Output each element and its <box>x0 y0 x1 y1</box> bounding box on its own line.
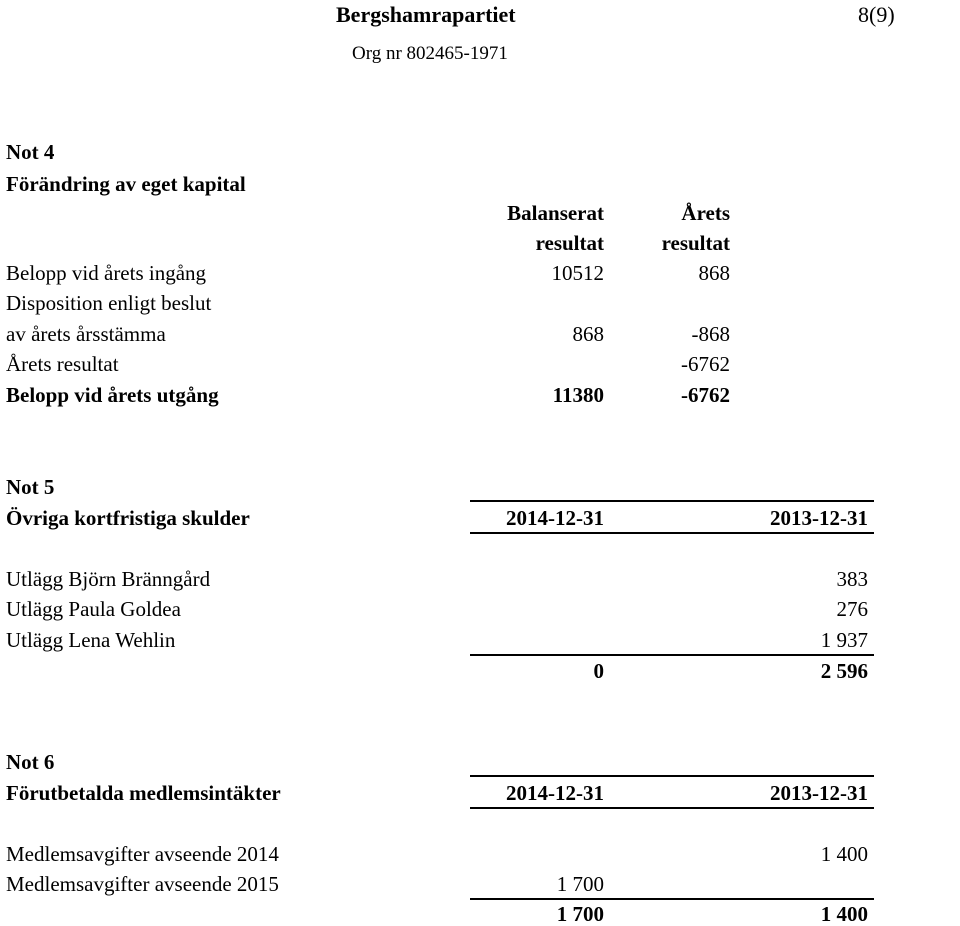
note-5-col-header-2014: 2014-12-31 <box>506 506 604 530</box>
note-6-total-2013: 1 400 <box>820 902 868 926</box>
org-number: Org nr 802465-1971 <box>352 43 508 64</box>
note-6-header-rule-bottom <box>470 807 874 809</box>
note-5-row-label: Utlägg Paula Goldea <box>6 597 181 621</box>
note-6-title: Förutbetalda medlemsintäkter <box>6 781 281 805</box>
note-5-label: Not 5 <box>6 475 55 499</box>
note-4-col-header-arets: Årets <box>681 201 730 225</box>
note-4-row-label: Belopp vid årets ingång <box>6 261 207 285</box>
page-number: 8(9) <box>858 2 895 27</box>
note-5-row-value-2013: 1 937 <box>820 628 868 652</box>
note-5-row-value-2013: 276 <box>836 597 868 621</box>
note-4-total-value-b: -6762 <box>681 383 730 407</box>
note-5-header-rule-bottom <box>470 532 874 534</box>
association-name: Bergshamrapartiet <box>336 2 516 27</box>
note-5-title: Övriga kortfristiga skulder <box>6 506 250 530</box>
note-6-col-header-2014: 2014-12-31 <box>506 781 604 805</box>
note-5-row-label: Utlägg Lena Wehlin <box>6 628 176 652</box>
note-6-row-label: Medlemsavgifter avseende 2015 <box>6 872 279 896</box>
note-4-label: Not 4 <box>6 140 55 164</box>
note-4-row-value-b: 868 <box>698 261 730 285</box>
note-4-col-header-balanserat: Balanserat <box>507 201 604 225</box>
note-6-row-label: Medlemsavgifter avseende 2014 <box>6 842 279 866</box>
note-4-row-label: av årets årsstämma <box>6 322 166 346</box>
note-5-total-2014: 0 <box>593 659 604 683</box>
note-6-col-header-2013: 2013-12-31 <box>770 781 868 805</box>
note-6-total-rule <box>470 898 874 900</box>
note-4-row-value-a: 868 <box>572 322 604 346</box>
note-5-row-value-2013: 383 <box>836 567 868 591</box>
note-4-row-value-b: -868 <box>691 322 730 346</box>
note-4-row-label: Disposition enligt beslut <box>6 291 212 315</box>
note-4-col-header-balanserat-2: resultat <box>535 231 604 255</box>
note-6-row-value-2013: 1 400 <box>820 842 868 866</box>
note-4-total-value-a: 11380 <box>552 383 604 407</box>
note-4-row-value-a: 10512 <box>551 261 604 285</box>
note-4-row-value-b: -6762 <box>681 352 730 376</box>
note-4-total-label: Belopp vid årets utgång <box>6 383 219 407</box>
note-5-total-rule <box>470 654 874 656</box>
note-5-col-header-2013: 2013-12-31 <box>770 506 868 530</box>
note-6-total-2014: 1 700 <box>556 902 604 926</box>
note-4-row-label: Årets resultat <box>6 352 119 376</box>
note-4-col-header-arets-2: resultat <box>661 231 730 255</box>
note-5-row-label: Utlägg Björn Bränngård <box>6 567 211 591</box>
note-5-header-rule-top <box>470 500 874 502</box>
note-6-row-value-2014: 1 700 <box>556 872 604 896</box>
note-6-label: Not 6 <box>6 750 55 774</box>
note-4-title: Förändring av eget kapital <box>6 172 246 196</box>
note-6-header-rule-top <box>470 775 874 777</box>
note-5-total-2013: 2 596 <box>820 659 868 683</box>
